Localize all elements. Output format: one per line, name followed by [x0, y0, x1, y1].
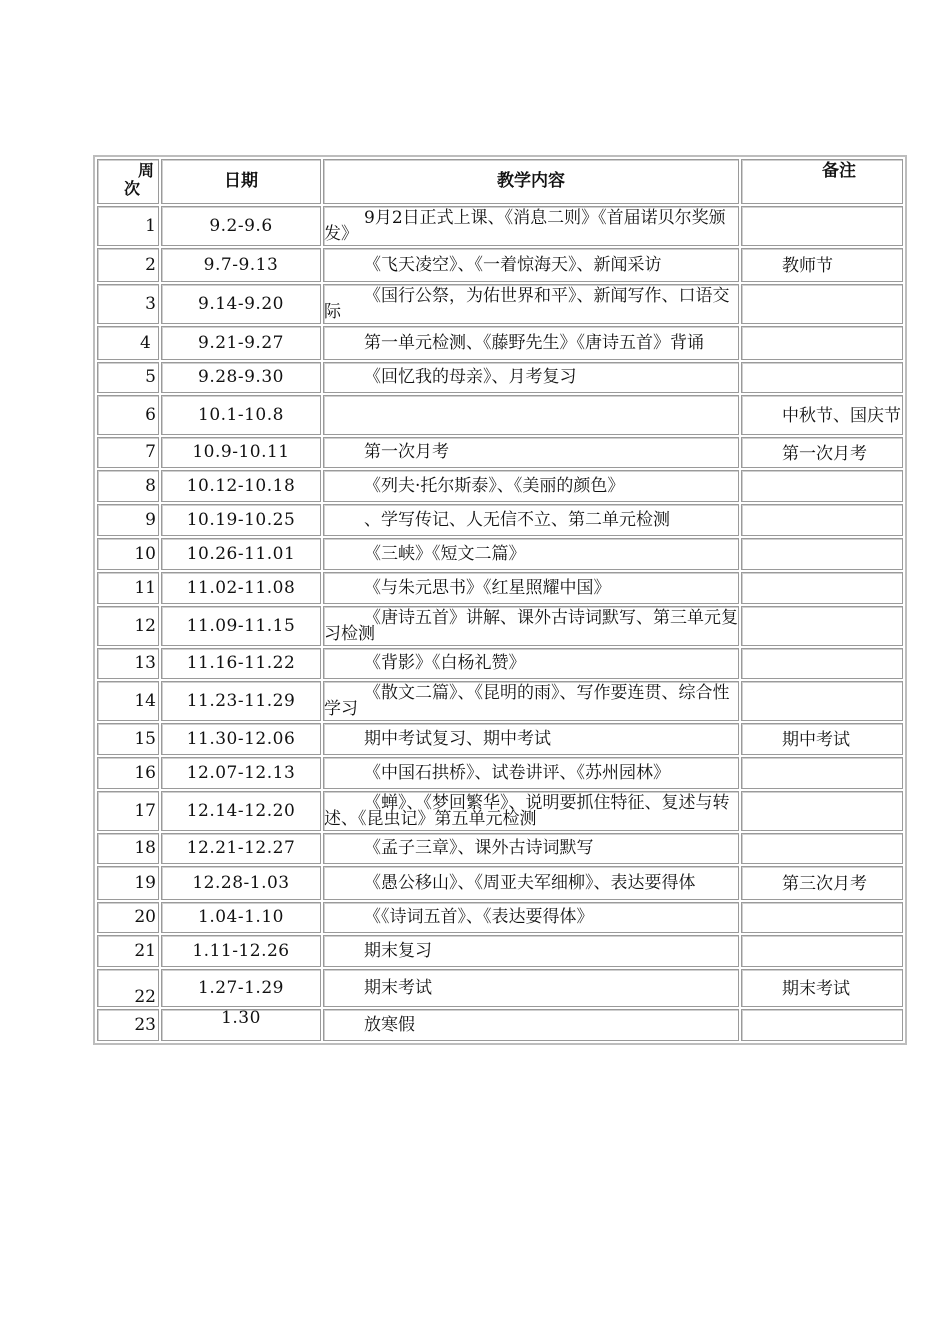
- date-cell: 9.2-9.6: [161, 206, 321, 246]
- note-cell: [741, 284, 903, 324]
- date-cell: 10.9-10.11: [161, 437, 321, 468]
- date-cell: 11.23-11.29: [161, 681, 321, 721]
- table-row: [97, 969, 903, 1007]
- content-cell: 《散文二篇》、《昆明的雨》、写作要连贯、综合性学习: [323, 681, 739, 721]
- table-row: [97, 248, 903, 282]
- note-cell: [741, 572, 903, 604]
- content-cell: 《愚公移山》、《周亚夫军细柳》、表达要得体: [323, 866, 739, 900]
- note-cell: [741, 935, 903, 967]
- header-week: [97, 159, 159, 204]
- schedule-sheet: [93, 155, 907, 1045]
- content-cell: 《背影》《白杨礼赞》: [323, 648, 739, 679]
- date-cell: 1.04-1.10: [161, 902, 321, 933]
- week-cell: 19: [97, 866, 159, 900]
- date-cell: 12.21-12.27: [161, 833, 321, 864]
- date-cell: 1.11-12.26: [161, 935, 321, 967]
- header-date: 日期: [161, 159, 321, 204]
- date-cell: 1.27-1.29: [161, 969, 321, 1007]
- table-row: [97, 470, 903, 502]
- date-cell: 12.07-12.13: [161, 757, 321, 789]
- date-cell: 12.14-12.20: [161, 791, 321, 831]
- week-cell: 9: [97, 504, 159, 536]
- date-cell: 10.1-10.8: [161, 395, 321, 435]
- table-row: [97, 791, 903, 831]
- week-cell: 20: [97, 902, 159, 933]
- content-cell: 期中考试复习、期中考试: [323, 723, 739, 755]
- content-cell: 第一单元检测、《藤野先生》《唐诗五首》背诵: [323, 326, 739, 360]
- note-cell: 中秋节、国庆节: [741, 395, 903, 435]
- table-row: [97, 935, 903, 967]
- table-row: [97, 362, 903, 393]
- week-cell: 6: [97, 395, 159, 435]
- week-cell: 7: [97, 437, 159, 468]
- table-row: [97, 1009, 903, 1041]
- week-cell: 23: [97, 1009, 159, 1041]
- teaching-schedule-table: [95, 157, 905, 1043]
- date-cell: 10.26-11.01: [161, 538, 321, 570]
- week-cell: 4: [97, 326, 159, 360]
- note-cell: [741, 362, 903, 393]
- table-row: [97, 902, 903, 933]
- week-cell: 15: [97, 723, 159, 755]
- week-cell: 22: [97, 969, 159, 1007]
- date-cell: 11.30-12.06: [161, 723, 321, 755]
- content-cell: 期末考试: [323, 969, 739, 1007]
- content-cell: 《中国石拱桥》、试卷讲评、《苏州园林》: [323, 757, 739, 789]
- date-cell: 10.12-10.18: [161, 470, 321, 502]
- week-cell: 1: [97, 206, 159, 246]
- table-row: [97, 284, 903, 324]
- content-cell: 9月2日正式上课、《消息二则》《首届诺贝尔奖颁发》: [323, 206, 739, 246]
- week-cell: 18: [97, 833, 159, 864]
- note-cell: [741, 757, 903, 789]
- note-cell: [741, 791, 903, 831]
- note-cell: [741, 833, 903, 864]
- week-cell: 2: [97, 248, 159, 282]
- table-row: [97, 723, 903, 755]
- note-cell: [741, 606, 903, 646]
- content-cell: 《蝉》、《梦回繁华》、说明要抓住特征、复述与转述、《昆虫记》第五单元检测: [323, 791, 739, 831]
- content-cell: 《唐诗五首》讲解、课外古诗词默写、第三单元复习检测: [324, 608, 738, 644]
- note-cell: [741, 648, 903, 679]
- table-row: [97, 681, 903, 721]
- table-row: [97, 504, 903, 536]
- header-row: [97, 159, 903, 204]
- header-content: 教学内容: [323, 159, 739, 204]
- note-cell: 教师节: [741, 248, 903, 282]
- table-row: [97, 648, 903, 679]
- content-cell: 《列夫·托尔斯泰》、《美丽的颜色》: [323, 470, 739, 502]
- note-cell: [741, 206, 903, 246]
- week-cell: 16: [97, 757, 159, 789]
- note-cell: 第一次月考: [741, 437, 903, 468]
- note-cell: 期中考试: [741, 723, 903, 755]
- date-cell: 9.21-9.27: [161, 326, 321, 360]
- content-cell: [323, 395, 739, 435]
- content-cell: 《飞天凌空》、《一着惊海天》、新闻采访: [323, 248, 739, 282]
- week-cell: 10: [97, 538, 159, 570]
- note-cell: [741, 902, 903, 933]
- date-cell: 9.7-9.13: [161, 248, 321, 282]
- week-cell: 5: [97, 362, 159, 393]
- note-cell: [741, 326, 903, 360]
- table-row: [97, 395, 903, 435]
- content-cell: 《《诗词五首》、《表达要得体》: [323, 902, 739, 933]
- date-cell: 9.14-9.20: [161, 284, 321, 324]
- week-cell: 21: [97, 935, 159, 967]
- note-cell: [741, 504, 903, 536]
- content-cell: 《国行公祭，为佑世界和平》、新闻写作、口语交际: [323, 284, 739, 324]
- content-cell: 《与朱元思书》《红星照耀中国》: [323, 572, 739, 604]
- week-cell: 14: [97, 681, 159, 721]
- date-cell: 11.02-11.08: [161, 572, 321, 604]
- date-cell: 11.09-11.15: [161, 606, 321, 646]
- content-cell: 《回忆我的母亲》、月考复习: [323, 362, 739, 393]
- note-cell: 期末考试: [741, 969, 903, 1007]
- table-row: [97, 326, 903, 360]
- week-cell: 13: [97, 648, 159, 679]
- content-cell: 《孟子三章》、课外古诗词默写: [323, 833, 739, 864]
- table-row: [97, 437, 903, 468]
- date-cell: 10.19-10.25: [161, 504, 321, 536]
- week-cell: 8: [97, 470, 159, 502]
- week-cell: 17: [97, 791, 159, 831]
- date-cell: 9.28-9.30: [161, 362, 321, 393]
- week-cell: 11: [97, 572, 159, 604]
- table-row: [97, 833, 903, 864]
- note-cell: [741, 681, 903, 721]
- note-cell: 第三次月考: [741, 866, 903, 900]
- content-cell: 《三峡》《短文二篇》: [323, 538, 739, 570]
- date-cell: 1.30: [161, 1009, 321, 1041]
- table-row: [97, 866, 903, 900]
- note-cell: [741, 1009, 903, 1041]
- table-row: [97, 572, 903, 604]
- header-note: 备注: [741, 159, 903, 204]
- table-row: [97, 538, 903, 570]
- date-cell: 11.16-11.22: [161, 648, 321, 679]
- content-cell: 第一次月考: [323, 437, 739, 468]
- content-cell: 期末复习: [323, 935, 739, 967]
- note-cell: [741, 470, 903, 502]
- content-cell: 放寒假: [323, 1009, 739, 1041]
- header-week-top: 周: [137, 161, 154, 180]
- content-cell: 、学写传记、人无信不立、第二单元检测: [323, 504, 739, 536]
- table-row: [97, 757, 903, 789]
- week-cell: 12: [97, 606, 159, 646]
- table-row: [97, 206, 903, 246]
- week-cell: 3: [97, 284, 159, 324]
- table-row: [97, 606, 903, 646]
- date-cell: 12.28-1.03: [161, 866, 321, 900]
- header-week-bottom: 次: [124, 179, 141, 198]
- note-cell: [741, 538, 903, 570]
